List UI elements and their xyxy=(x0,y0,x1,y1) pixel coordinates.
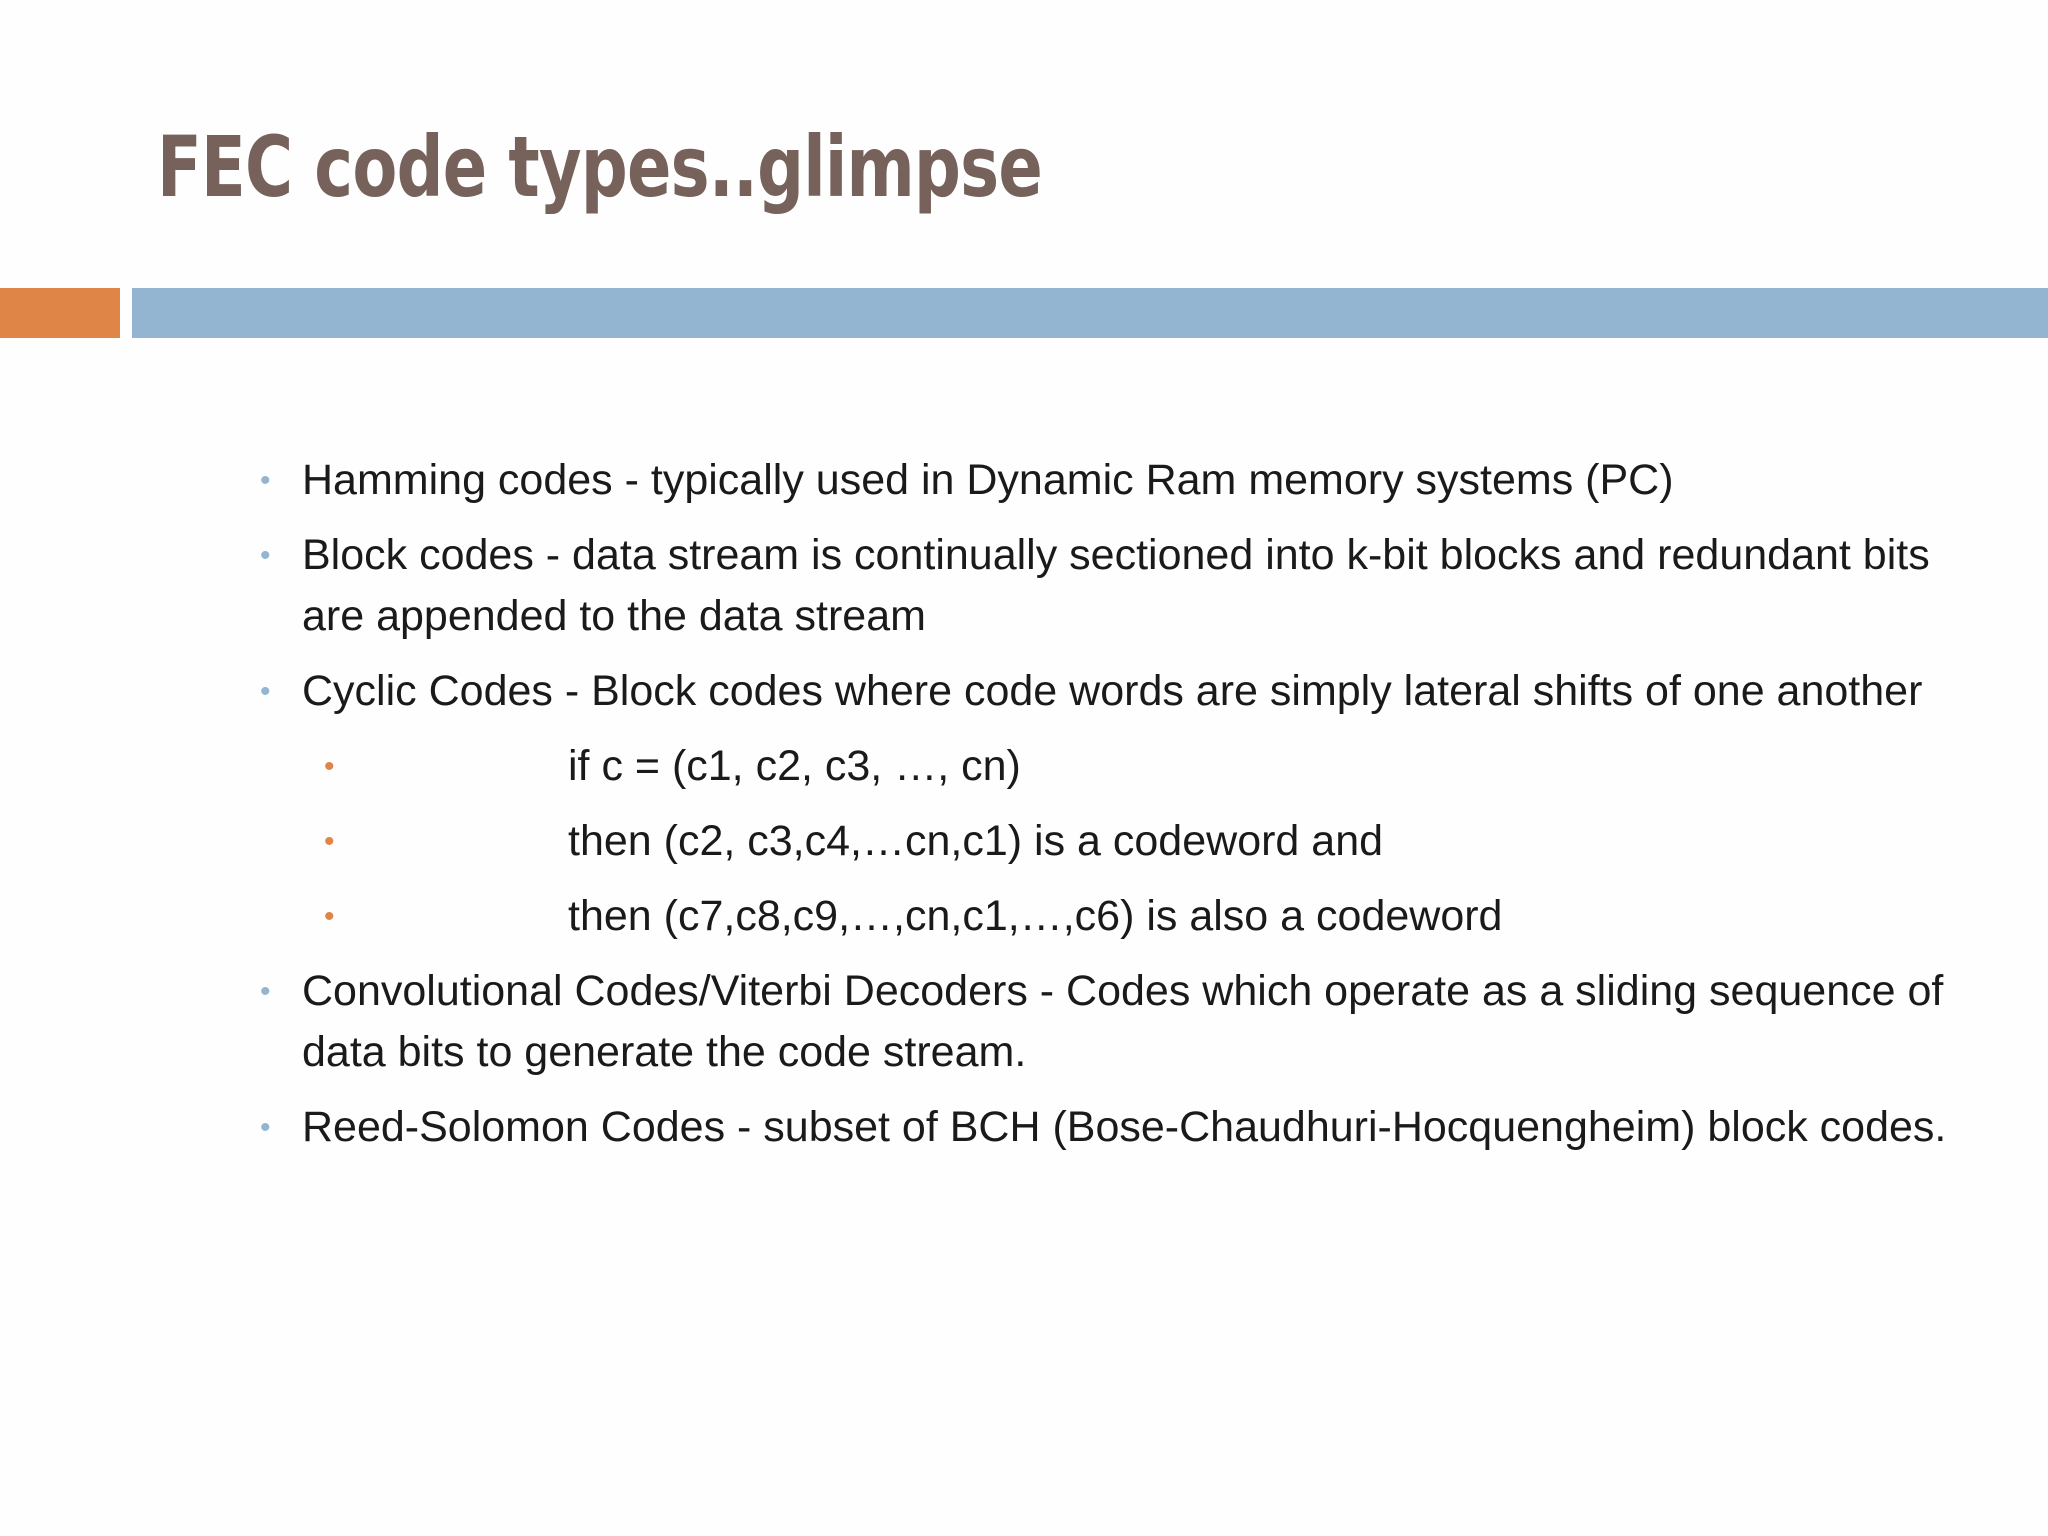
sub-bullet-text: if c = (c1, c2, c3, …, cn) xyxy=(568,742,1021,790)
sub-bullet-marker: • xyxy=(324,900,335,933)
bullet-list xyxy=(260,450,1980,1172)
bullet-item-convolutional-codes xyxy=(260,961,1980,1083)
sub-bullet-text: then (c7,c8,c9,…,cn,c1,…,c6) is also a codeword xyxy=(568,892,1503,940)
bullet-marker: • xyxy=(260,539,271,572)
sub-bullet-text: then (c2, c3,c4,…cn,c1) is a codeword and xyxy=(568,817,1384,865)
sub-bullet-item xyxy=(260,811,1980,872)
sub-bullet-marker: • xyxy=(324,750,335,783)
bullet-item-reed-solomon xyxy=(260,1097,1980,1158)
bullet-marker: • xyxy=(260,464,271,497)
bullet-item-cyclic-codes xyxy=(260,661,1980,722)
bullet-item-hamming xyxy=(260,450,1980,511)
bullet-text: Reed-Solomon Codes - subset of BCH (Bose-Chaudhuri-Hocquengheim) block codes. xyxy=(302,1103,1947,1151)
bullet-marker: • xyxy=(260,975,271,1008)
sub-bullet-item xyxy=(260,736,1980,797)
title-accent-bar xyxy=(0,288,120,338)
bullet-text: Block codes - data stream is continually sectioned into k-bit blocks and redundant bits are appended to the data stream xyxy=(302,531,1930,640)
bullet-text: Cyclic Codes - Block codes where code words are simply lateral shifts of one another xyxy=(302,667,1923,715)
sub-bullet-marker: • xyxy=(324,825,335,858)
bullet-marker: • xyxy=(260,1111,271,1144)
bullet-text: Hamming codes - typically used in Dynamic Ram memory systems (PC) xyxy=(302,456,1674,504)
bullet-marker: • xyxy=(260,675,271,708)
bullet-item-block-codes xyxy=(260,525,1980,647)
sub-bullet-item xyxy=(260,886,1980,947)
slide-title: FEC code types..glimpse xyxy=(157,118,1043,216)
bullet-text: Convolutional Codes/Viterbi Decoders - Codes which operate as a sliding sequence of data bits to generate the code stream. xyxy=(302,967,1944,1076)
title-divider-bar xyxy=(132,288,2048,338)
